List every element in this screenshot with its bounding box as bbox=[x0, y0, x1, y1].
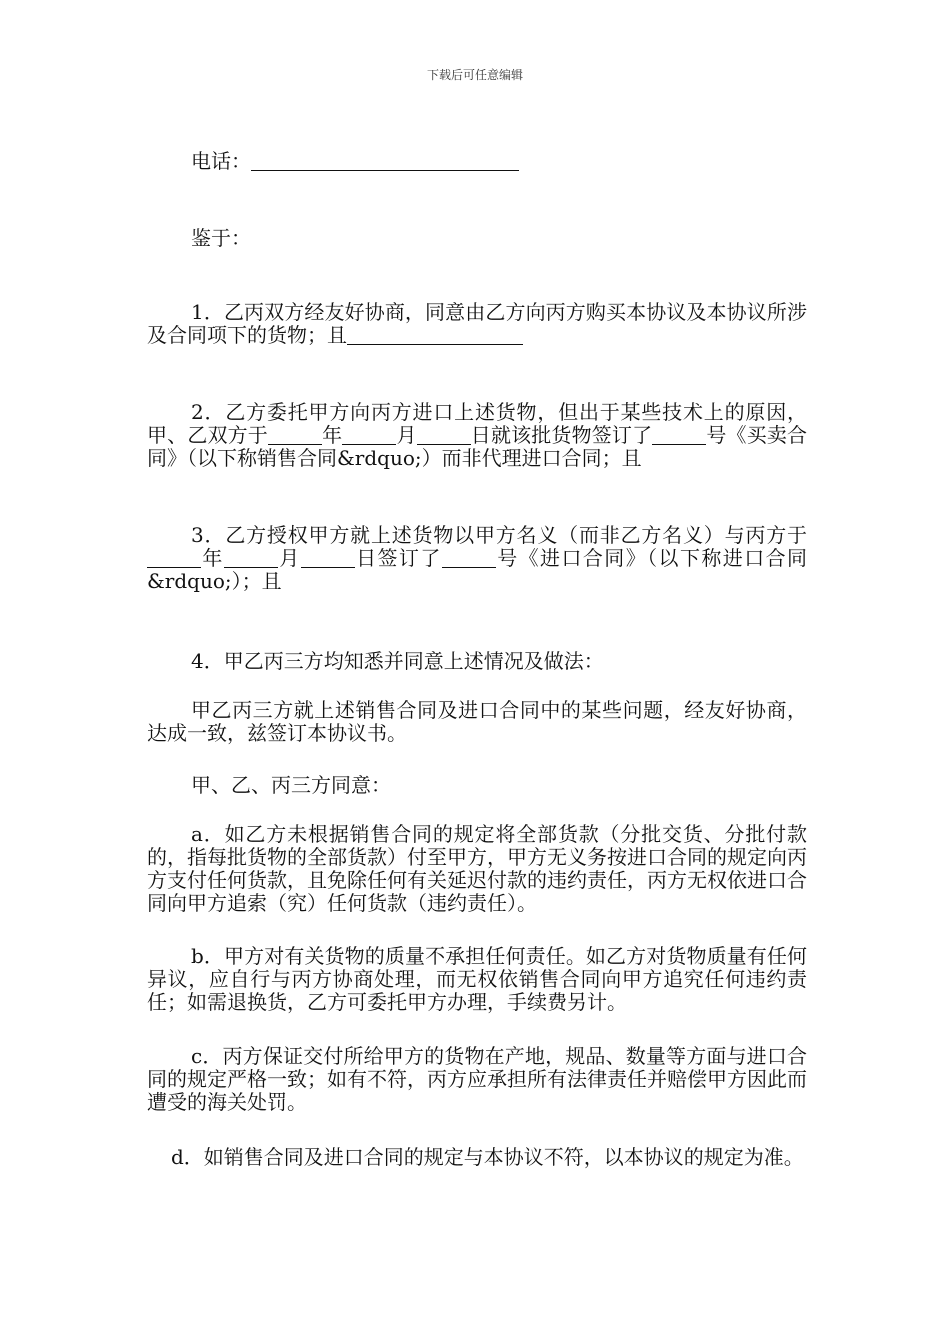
clause-2-month-blank bbox=[342, 424, 396, 445]
agree-label: 甲、乙、丙三方同意： bbox=[191, 773, 391, 797]
phone-blank bbox=[251, 150, 519, 171]
item-b: b．甲方对有关货物的质量不承担任何责任。如乙方对货物质量有任何异议，应自行与丙方协商处理，而无权依销售合同向甲方追究任何违约责任；如需退换货，乙方可委托甲方办理，手续费另计。 bbox=[147, 944, 807, 1014]
clause-2-number-blank bbox=[652, 424, 706, 445]
clause-3 bbox=[147, 524, 807, 593]
clause-2-text-1: 2．乙方委托甲方向丙方进口上述货物，但出于某些技术上的原因，甲、乙双方于 bbox=[147, 400, 807, 447]
clause-1 bbox=[147, 301, 807, 347]
clause-3-year-blank bbox=[147, 547, 201, 568]
clause-2-text-2: 号《买卖合同》（以下称销售合同&rdquo;）而非代理进口合同；且 bbox=[147, 423, 808, 470]
clause-3-text-1: 3．乙方授权甲方就上述货物以甲方名义（而非乙方名义）与丙方于 bbox=[191, 523, 807, 547]
clause-4: 4．甲乙丙三方均知悉并同意上述情况及做法： bbox=[191, 649, 604, 673]
phone-line bbox=[147, 150, 807, 173]
clause-3-year: 年 bbox=[201, 546, 224, 570]
clause-1-text: 1．乙丙双方经友好协商，同意由乙方向丙方购买本协议及本协议所涉及合同项下的货物；且 bbox=[147, 300, 807, 347]
clause-3-day-blank bbox=[301, 547, 355, 568]
phone-label: 电话： bbox=[191, 149, 251, 173]
item-d: d．如销售合同及进口合同的规定与本协议不符，以本协议的规定为准。 bbox=[171, 1145, 804, 1169]
item-a: a．如乙方未根据销售合同的规定将全部货款（分批交货、分批付款的，指每批货物的全部货款）付至甲方，甲方无义务按进口合同的规定向丙方支付任何货款，且免除任何有关延迟付款的违约责任，丙方无权依进口合同向甲方追索（究）任何货款（违约责任）。 bbox=[147, 822, 807, 915]
clause-2-year-blank bbox=[268, 424, 322, 445]
item-c: c．丙方保证交付所给甲方的货物在产地，规品、数量等方面与进口合同的规定严格一致；如有不符，丙方应承担所有法律责任并赔偿甲方因此而遭受的海关处罚。 bbox=[147, 1044, 807, 1114]
clause-3-month: 月 bbox=[277, 546, 301, 570]
clause-3-day: 日签订了 bbox=[354, 546, 442, 570]
clause-2 bbox=[147, 401, 807, 470]
agreement-intro: 甲乙丙三方就上述销售合同及进口合同中的某些问题，经友好协商，达成一致，兹签订本协议书。 bbox=[147, 698, 807, 745]
clause-3-text-2: 号《进口合同》（以下称进口合同&rdquo;）；且 bbox=[147, 546, 808, 593]
whereas-label: 鉴于： bbox=[191, 226, 251, 250]
page-header: 下载后可任意编辑 bbox=[426, 68, 523, 82]
clause-2-day: 日就该批货物签订了 bbox=[470, 423, 653, 447]
clause-3-month-blank bbox=[224, 547, 278, 568]
clause-2-day-blank bbox=[417, 424, 471, 445]
clause-2-year: 年 bbox=[321, 423, 343, 447]
clause-2-month: 月 bbox=[396, 423, 417, 447]
clause-3-number-blank bbox=[442, 547, 496, 568]
clause-1-blank bbox=[347, 324, 523, 345]
